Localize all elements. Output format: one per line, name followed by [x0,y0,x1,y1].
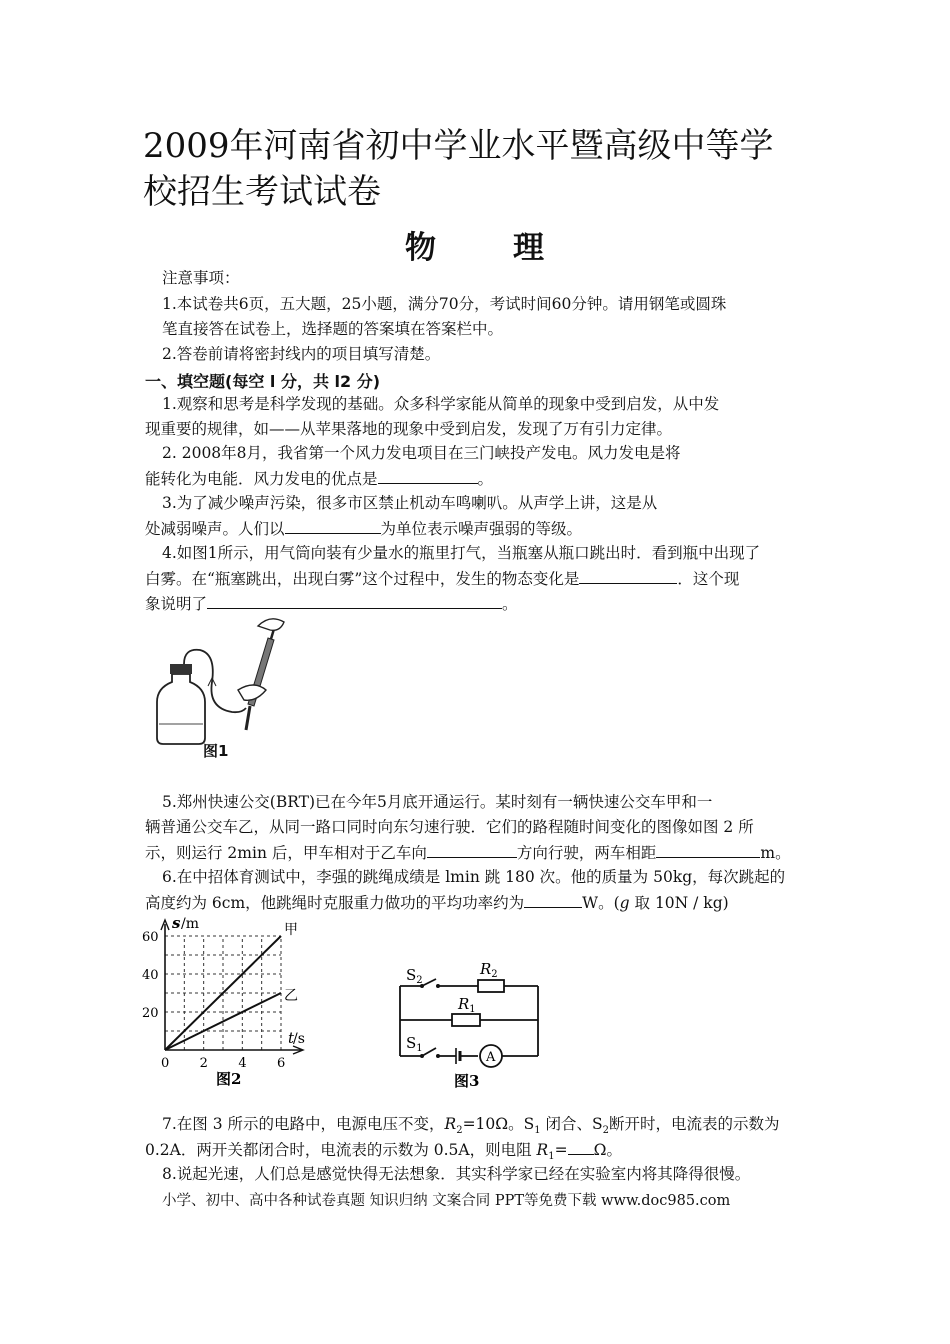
answer-blank[interactable] [285,518,381,534]
figure-1-caption: 图1 [203,742,229,760]
series-label-b: 乙 [284,988,298,1004]
answer-blank[interactable] [427,842,517,858]
x-tick-label: 6 [277,1056,286,1071]
svg-text:S1 [406,1034,423,1054]
answer-blank[interactable] [524,892,582,908]
q1-line2: 现重要的规律，如——从苹果落地的现象中受到启发，发现了万有引力定律。 [145,420,673,438]
q4-line1: 4.如图1所示，用气筒向装有少量水的瓶里打气，当瓶塞从瓶口跳出时．看到瓶中出现了 [162,544,761,562]
q1-line1: 1.观察和思考是科学发现的基础。众多科学家能从简单的现象中受到启发，从中发 [162,395,720,413]
subject-char-2: 理 [513,230,544,266]
figure-2-caption: 图2 [216,1070,242,1088]
q7-line1: 7.在图 3 所示的电路中，电源电压不变，$R_2=10\Omega$。$S_1$ 闭合、$S_2$断开时，电流表的示数为 [162,1115,780,1137]
notes-heading: 注意事项： [162,269,240,287]
q7-line2: 0.2A．两开关都闭合时，电流表的示数为 0.5A，则电阻 $R_1= \Omega$。 [145,1141,622,1163]
resistor-r1-label: R [458,995,470,1013]
x-tick-label: 4 [238,1056,247,1071]
y-tick-label: 60 [142,930,159,945]
note-2: 2.答卷前请将密封线内的项目填写清楚。 [162,345,441,363]
note-1b: 笔直接答在试卷上，选择题的答案填在答案栏中。 [162,320,504,338]
q5-line1: 5.郑州快速公交(BRT)已在今年5月底开通运行。某时刻有一辆快速公交车甲和一 [162,793,713,811]
switch-s1-label: S [406,1034,417,1052]
svg-text:R2 [479,960,498,980]
svg-text:S2 [406,966,423,986]
q3-line2: 处减弱噪声。人们以 为单位表示噪声强弱的等级。 [145,520,583,538]
figure-3-caption: 图3 [454,1072,480,1090]
q8-line1: 8.说起光速，人们总是感觉快得无法想象．其实科学家已经在实验室内将其降得很慢。 [162,1165,751,1183]
y-tick-label: 20 [142,1006,159,1021]
x-label-unit: /s [293,1031,305,1047]
q4-line2: 白雾。在“瓶塞跳出，出现白雾”这个过程中，发生的物态变化是 ．这个现 [145,570,740,588]
x-tick-label: 0 [161,1056,170,1071]
ammeter-label: A [486,1050,496,1065]
switch-s1-sub: 1 [416,1043,423,1054]
resistor-r2-sub: 2 [491,969,498,980]
q6-line1: 6.在中招体育测试中，李强的跳绳成绩是 lmin 跳 180 次。他的质量为 50kg，每次跳起的 [162,868,786,886]
x-label-t: t [288,1029,295,1047]
y-label-unit: /m [181,916,199,932]
footer-text: 小学、初中、高中各种试卷真题 知识归纳 文案合同 PPT等免费下载 www.doc985.com [162,1193,731,1209]
q4-line3: 象说明了 。 [145,595,518,613]
resistor-r1-sub: 1 [469,1004,476,1015]
q2-line1: 2. 2008年8月，我省第一个风力发电项目在三门峡投产发电。风力发电是将 [162,444,681,462]
switch-s2-label: S [406,966,417,984]
x-tick-label: 2 [199,1056,208,1071]
subject-char-1: 物 [405,230,436,266]
q6-line2: 高度约为 6cm，他跳绳时克服重力做功的平均功率约为 W。(g 取 10N / kg) [145,894,729,912]
answer-blank[interactable] [207,593,502,609]
resistor-r2-label: R [480,960,492,978]
exam-title-line2: 校招生考试试卷 [143,172,381,212]
y-tick-label: 40 [142,968,159,983]
y-label-s: s [172,914,181,932]
answer-blank[interactable] [568,1139,594,1155]
note-1a: 1.本试卷共6页，五大题，25小题，满分70分，考试时间60分钟。请用钢笔或圆珠 [162,295,727,313]
series-label-a: 甲 [284,922,298,938]
figure-1-bottle-pump [150,612,290,762]
figure-2-graph [140,914,310,1092]
figure-3-circuit [392,950,552,1090]
switch-s2-sub: 2 [416,975,423,986]
section-1-heading: 一、填空题(每空 l 分，共 l2 分) [145,372,381,391]
q2-line2: 能转化为电能．风力发电的优点是 。 [145,470,494,488]
q5-line3: 示，则运行 2min 后，甲车相对于乙车向 方向行驶，两车相距 m。 [145,844,791,862]
answer-blank[interactable] [656,842,760,858]
answer-blank[interactable] [579,568,677,584]
exam-title-line1: 2009年河南省初中学业水平暨高级中等学 [143,126,774,166]
q5-line2: 辆普通公交车乙，从同一路口同时向东匀速行驶．它们的路程随时间变化的图像如图 2 所 [145,818,754,836]
svg-text:R1 [457,995,476,1015]
answer-blank[interactable] [378,468,478,484]
q3-line1: 3.为了减少噪声污染，很多市区禁止机动车鸣喇叭。从声学上讲，这是从 [162,494,658,512]
